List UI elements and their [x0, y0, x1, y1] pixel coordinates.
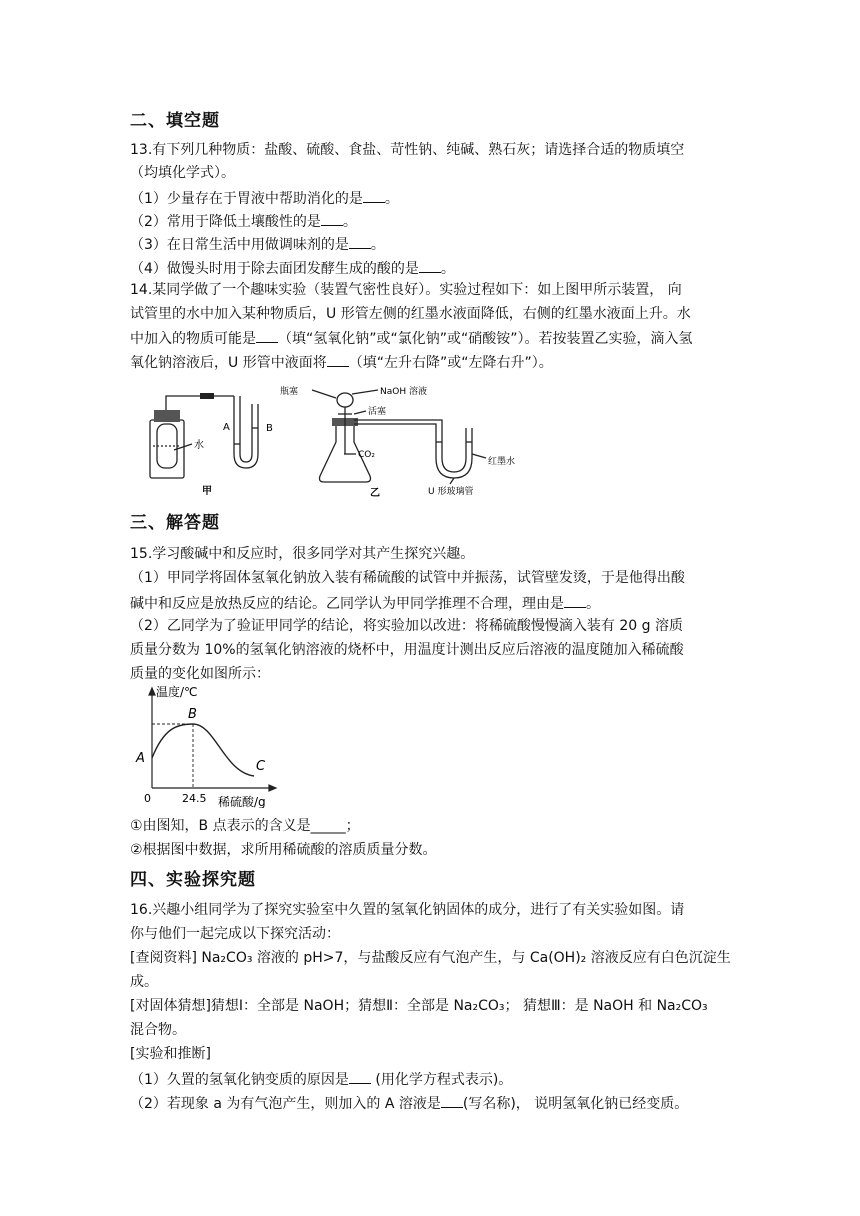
label-co2: CO₂: [358, 450, 375, 460]
answer-blank: [564, 593, 586, 608]
label-utube: U 形玻璃管: [428, 487, 474, 497]
q15-part1: （1）甲同学将固体氢氧化钠放入装有稀硫酸的试管中并振荡，试管壁发烫，于是他得出酸: [130, 570, 685, 586]
point-label-b: B: [188, 707, 197, 722]
answer-blank: [256, 328, 278, 343]
answer-blank: [441, 1093, 463, 1108]
q13-part3: （3）在日常生活中用做调味剂的是 。: [130, 234, 385, 254]
x-axis-arrow: [269, 785, 276, 791]
answer-blank: [363, 188, 385, 203]
section-title: 三、解答题: [130, 513, 220, 533]
point-label-c: C: [256, 759, 266, 774]
q16-hypotheses-cont: 混合物。: [130, 1022, 186, 1038]
q16-info: [查阅资料] Na₂CO₃ 溶液的 pH>7，与盐酸反应有气泡产生，与 Ca(OH)₂ 溶液反应有白色沉淀生: [130, 950, 731, 966]
x-tick-0: 0: [144, 792, 151, 805]
q14-stem: 14.某同学做了一个趣味实验（装置气密性良好）。实验过程如下：如上图甲所示装置， 向: [130, 282, 682, 298]
q13-part1: （1）少量存在于胃液中帮助消化的是 。: [130, 188, 399, 208]
label-redink: 红墨水: [488, 457, 516, 467]
q16-info-cont: 成。: [130, 974, 158, 990]
answer-blank: [349, 1069, 371, 1084]
answer-blank: [349, 234, 371, 249]
q13-stem: 13.有下列几种物质：盐酸、硫酸、食盐、苛性钠、纯碱、熟石灰；请选择合适的物质填空: [130, 142, 685, 158]
label-a: A: [223, 422, 230, 433]
q15-part2-cont: 质量分数为 10%的氢氧化钠溶液的烧杯中，用温度计测出反应后溶液的温度随加入稀硫酸: [130, 642, 684, 658]
label-jia: 甲: [202, 486, 212, 497]
q15-part2: （2）乙同学为了验证甲同学的结论，将实验加以改进：将稀硫酸慢慢滴入装有 20 g 溶质: [130, 618, 683, 634]
q15-part1-cont: 碱中和反应是放热反应的结论。乙同学认为甲同学推理不合理，理由是 。: [130, 593, 600, 613]
label-yi: 乙: [370, 488, 380, 499]
q15-part2-cont2: 质量的变化如图所示：: [130, 666, 270, 682]
series-line: [152, 724, 254, 776]
q16-stem-2: 你与他们一起完成以下探究活动：: [130, 926, 340, 942]
label-valve: 活塞: [368, 407, 387, 417]
apparatus-jia: [150, 393, 258, 478]
q14-stem-3: 中加入的物质可能是 （填“氢氧化钠”或“氯化钠”或“硝酸铵”）。若按装置乙实验，滴入氢: [130, 328, 693, 348]
label-naoh: NaOH 溶液: [380, 387, 427, 397]
x-tick-24-5: 24.5: [182, 792, 207, 805]
y-axis-arrow: [149, 688, 155, 695]
q16-stem: 16.兴趣小组同学为了探究实验室中久置的氢氧化钠固体的成分，进行了有关实验如图。请: [130, 902, 685, 918]
q16-experiment-heading: [实验和推断]: [130, 1046, 211, 1062]
label-stopper: 瓶塞: [280, 387, 299, 397]
q15-stem: 15.学习酸碱中和反应时，很多同学对其产生探究兴趣。: [130, 546, 475, 562]
q14-stem-4: 氧化钠溶液后，U 形管中液面将 （填“左升右降”或“左降右升”）。: [130, 352, 553, 372]
label-water: 水: [194, 440, 204, 451]
y-axis-label: 温度/℃: [156, 685, 198, 699]
temperature-chart: [130, 684, 290, 808]
q13-part4: （4）做馒头时用于除去面团发酵生成的酸的是 。: [130, 258, 455, 278]
x-axis-label: 稀硫酸/g: [218, 795, 266, 808]
q16-part2: （2）若现象 a 为有气泡产生，则加入的 A 溶液是 (写名称)， 说明氢氧化钠已经变质。: [130, 1093, 688, 1113]
q13-stem-cont: （均填化学式）。: [130, 165, 235, 181]
q15-sub1: ①由图知，B 点表示的含义是_____；: [130, 818, 360, 834]
apparatus-yi: [312, 390, 486, 484]
q15-sub2: ②根据图中数据，求所用稀硫酸的溶质质量分数。: [130, 842, 437, 858]
q16-part1: （1）久置的氢氧化钠变质的原因是 (用化学方程式表示)。: [130, 1069, 512, 1089]
q13-part2: （2）常用于降低土壤酸性的是 。: [130, 211, 357, 231]
q16-hypotheses: [对固体猜想]猜想Ⅰ：全部是 NaOH；猜想Ⅱ：全部是 Na₂CO₃； 猜想Ⅲ：是 NaOH 和 Na₂CO₃: [130, 998, 708, 1014]
q14-stem-2: 试管里的水中加入某种物质后，U 形管左侧的红墨水液面降低，右侧的红墨水液面上升。水: [130, 306, 691, 322]
answer-blank: [327, 352, 349, 367]
label-b: B: [266, 423, 273, 434]
point-label-a: A: [136, 751, 145, 766]
apparatus-figure: [130, 384, 530, 500]
section-title: 四、实验探究题: [130, 870, 256, 890]
answer-blank: [321, 211, 343, 226]
section-title: 二、填空题: [130, 111, 220, 131]
answer-blank: [419, 258, 441, 273]
